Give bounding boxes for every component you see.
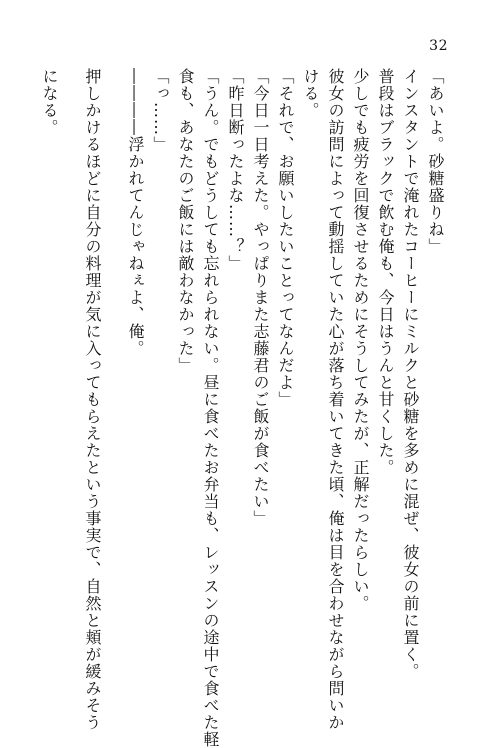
dialogue-line: 「昨日断ったよな……？」 (226, 68, 245, 272)
dialogue-line: 食も、あなたのご飯には敵わなかった」 (176, 68, 195, 374)
page-number: 32 (429, 38, 448, 54)
dialogue-line: 「今日一日考えた。やっぱりまた志藤君のご飯が食べたい」 (251, 68, 270, 527)
text-line: ける。 (301, 68, 320, 119)
text-line: 押しかけるほどに自分の料理が気に入ってもらえたという事実で、自然と頬が緩みそう (83, 68, 102, 731)
text-line: ――――浮かれてんじゃねぇよ、俺。 (126, 68, 145, 357)
text-line: 普段はブラックで飲む俺も、今日はうんと甘くした。 (376, 68, 395, 476)
dialogue-line: 「っ……」 (151, 68, 170, 153)
vertical-text-body (38, 68, 448, 748)
text-line: 「あいよ。砂糖盛りね」 (426, 68, 445, 255)
text-line: 少しでも疲労を回復させるためにそうしてみたが、正解だったらしい。 (351, 68, 370, 612)
dialogue-line: 「それで、お願いしたいことってなんだよ」 (276, 68, 295, 408)
dialogue-line: 「うん。でもどうしても忘れられない。昼に食べたお弁当も、レッスンの途中で食べた軽 (201, 68, 220, 748)
text-line: になる。 (40, 68, 59, 136)
text-line: インスタントで淹れたコーヒーにミルクと砂糖を多めに混ぜ、彼女の前に置く。 (401, 68, 420, 680)
text-line: 彼女の訪問によって動揺していた心が落ち着いてきた頃、俺は目を合わせながら問いか (326, 68, 345, 731)
